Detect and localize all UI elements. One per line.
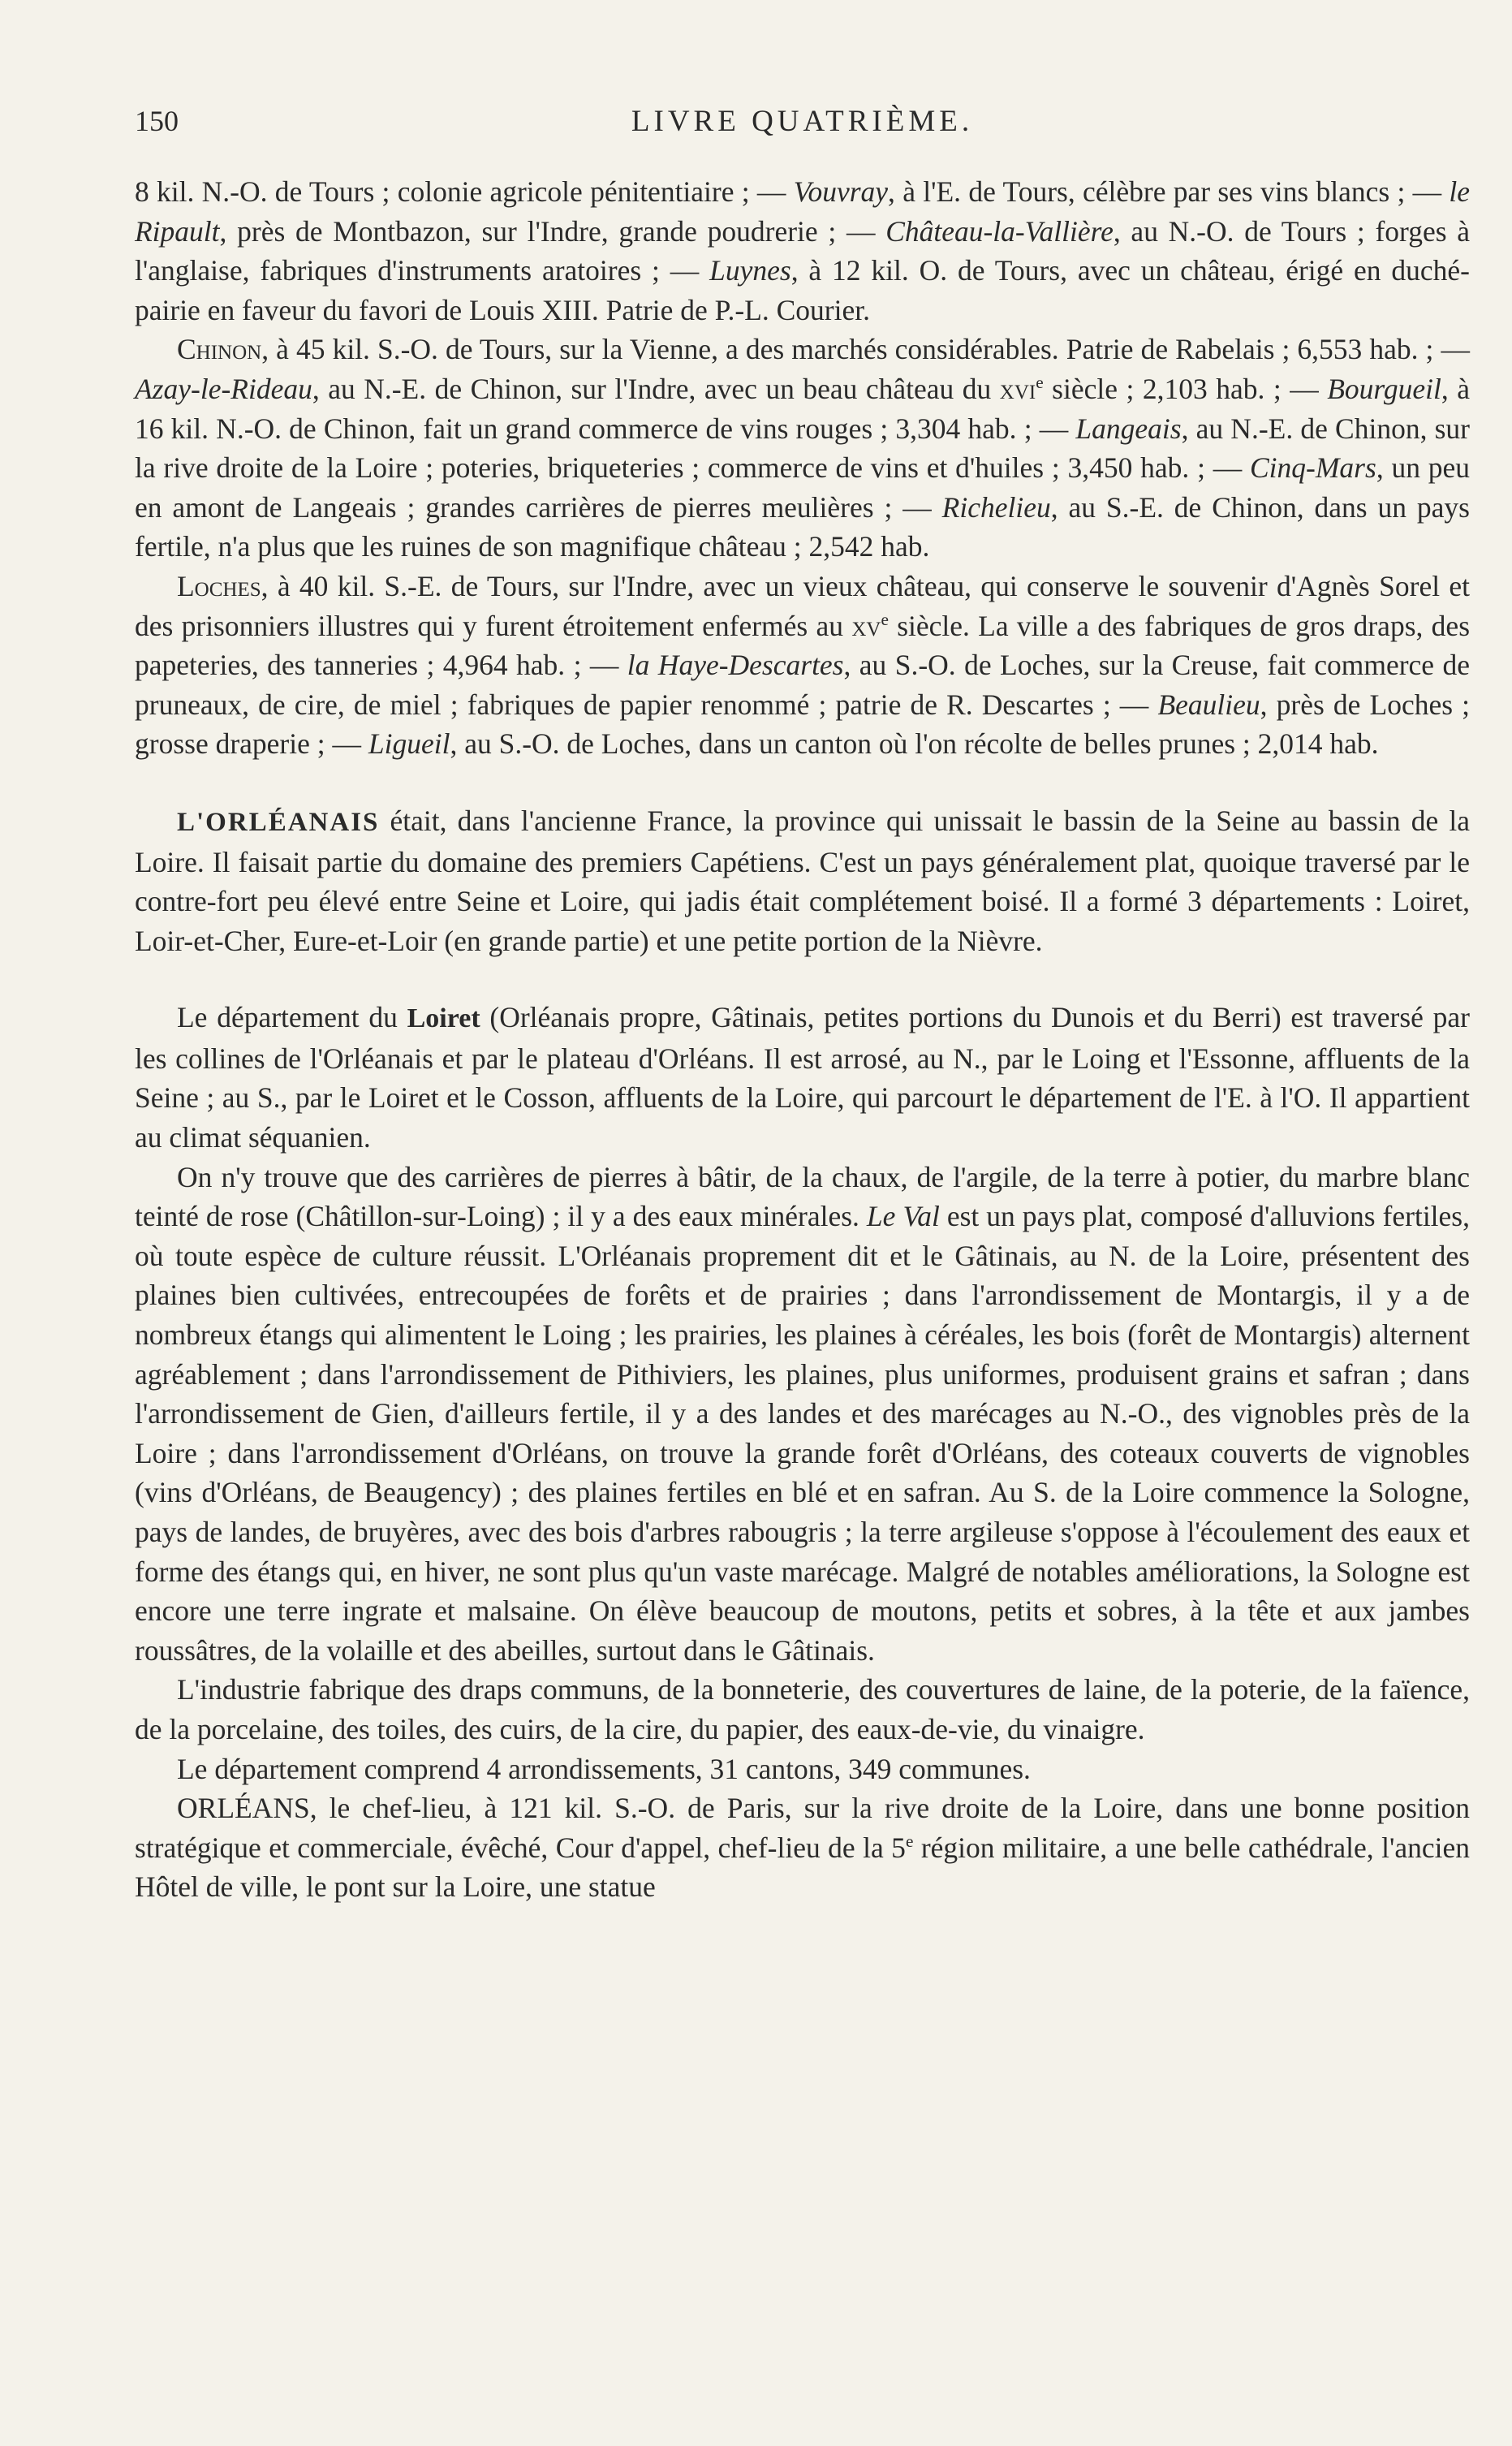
page-body bbox=[135, 172, 1470, 1907]
place-name: Ligueil bbox=[368, 727, 450, 761]
province-heading: L'ORLÉANAIS bbox=[177, 807, 380, 837]
paragraph-loiret-resources: On n'y trouve que des carrières de pierres à bâtir, de la chaux, de l'argile, de la terre à potier, du marbre blanc teinté de rose (Châtillon-sur-Loing) ; il y a des eaux minérales. Le Val est un pays plat, composé d'alluvions fertiles, où toute espèce de culture réussit. L'Orléanais proprement dit et le Gâtinais, au N. de la Loire, présentent des plaines bien cultivées, entrecoupées de forêts et de prairies ; dans l'arrondissement de Montargis, il y a de nombreux étangs qui alimentent le Loing ; les prairies, les plaines à céréales, les bois (forêt de Montargis) alternent agréablement ; dans l'arrondissement de Pithiviers, les plaines, plus uniformes, produisent grains et safran ; dans l'arrondissement de Gien, d'ailleurs fertile, il y a des landes et des marécages au N.-O., des vignobles près de la Loire ; dans l'arrondissement d'Orléans, on trouve la grande forêt d'Orléans, des coteaux couverts de vignobles (vins d'Orléans, de Beaugency) ; des plaines fertiles en blé et en safran. Au S. de la Loire commence la Sologne, pays de landes, de bruyères, avec des bois d'arbres rabougris ; la terre argileuse s'oppose à l'écoulement des eaux et forme des étangs qui, en hiver, ne sont plus qu'un vaste marécage. Malgré de notables améliorations, la Sologne est encore une terre ingrate et malsaine. On élève beaucoup de moutons, petits et sobres, à la tête et aux jambes roussâtres, de la volaille et des abeilles, surtout dans le Gâtinais. bbox=[135, 1160, 1470, 1667]
place-name: Richelieu bbox=[941, 490, 1051, 524]
place-name: Langeais bbox=[1075, 412, 1182, 445]
paragraph-loiret: Le département du Loiret (Orléanais propre, Gâtinais, petites portions du Dunois et du Berri) est traversé par les collines de l'Orléanais et par le plateau d'Orléans. Il est arrosé, au N., par le Loing et l'Essonne, affluents de la Seine ; au S., par le Loiret et le Cosson, affluents de la Loire, qui parcourt le département de l'E. à l'O. Il appartient au climat séquanien. bbox=[135, 1001, 1470, 1154]
place-name: Beaulieu bbox=[1157, 688, 1260, 721]
place-name: Bourgueil bbox=[1327, 372, 1441, 405]
arrondissement-name: Chinon bbox=[177, 333, 262, 366]
place-name: Azay-le-Rideau bbox=[135, 372, 312, 405]
place-name: Château-la-Vallière bbox=[885, 214, 1114, 248]
paragraph-orleans: ORLÉANS, le chef-lieu, à 121 kil. S.-O. de Paris, sur la rive droite de la Loire, dans une bonne position stratégique et commerciale, évêché, Cour d'appel, chef-lieu de la 5e région militaire, a une belle cathédrale, l'ancien Hôtel de ville, le pont sur la Loire, une statue bbox=[135, 1792, 1470, 1904]
place-name: la Haye-Descartes bbox=[627, 649, 844, 682]
page-header bbox=[135, 104, 1470, 153]
paragraph-administration: Le département comprend 4 arrondissements, 31 cantons, 349 communes. bbox=[177, 1752, 1031, 1785]
paragraph-industry: L'industrie fabrique des draps communs, de la bonneterie, des couvertures de laine, de la poterie, de la faïence, de la porcelaine, des toiles, des cuirs, de la cire, du papier, des eaux-de-vie, du vinaigre. bbox=[135, 1673, 1470, 1745]
place-name: Luynes bbox=[709, 254, 791, 287]
place-name: Cinq-Mars bbox=[1249, 451, 1376, 485]
chef-lieu-name: ORLÉANS bbox=[177, 1792, 310, 1825]
paragraph-loches: Loches, à 40 kil. S.-E. de Tours, sur l'Indre, avec un vieux château, qui conserve le souvenir d'Agnès Sorel et des prisonniers illustres qui y furent étroitement enfermés au $xv^e$ siècle. La ville a des fabriques de gros draps, des papeteries, des tanneries ; 4,964 hab. ; — la Haye-Descartes, au S.-O. de Loches, sur la Creuse, fait commerce de pruneaux, de cire, de miel ; fabriques de papier renommé ; patrie de R. Descartes ; — Beaulieu, près de Loches ; grosse draperie ; — Ligueil, au S.-O. de Loches, dans un canton où l'on récolte de belles prunes ; 2,014 hab. bbox=[135, 569, 1471, 761]
paragraph-tours-environs: 8 kil. N.-O. de Tours ; colonie agricole pénitentiaire ; — Vouvray, à l'E. de Tours, célèbre par ses vins blancs ; — le Ripault, près de Montbazon, sur l'Indre, grande poudrerie ; — Château-la-Vallière, au N.-O. de Tours ; forges à l'anglaise, fabriques d'instruments aratoires ; — Luynes, à 12 kil. O. de Tours, avec un château, érigé en duché-pairie en faveur du favori de Louis XIII. Patrie de P.-L. Courier. bbox=[135, 175, 1470, 326]
arrondissement-name: Loches bbox=[177, 569, 261, 602]
place-name: Le Val bbox=[866, 1200, 940, 1233]
department-name: Loiret bbox=[407, 1003, 480, 1034]
paragraph-orleanais: L'ORLÉANAIS était, dans l'ancienne France, la province qui unissait le bassin de la Seine au bassin de la Loire. Il faisait partie du domaine des premiers Capétiens. C'est un pays généralement plat, quoique traversé par le contre-fort peu élevé entre Seine et Loire, qui jadis était complétement boisé. Il a formé 3 départements : Loiret, Loir-et-Cher, Eure-et-Loir (en grande partie) et une petite portion de la Nièvre. bbox=[135, 804, 1470, 957]
page-number: 150 bbox=[135, 105, 179, 137]
place-name: le Ripault bbox=[135, 175, 1470, 248]
place-name: Vouvray bbox=[793, 175, 889, 208]
running-title: LIVRE QUATRIÈME. bbox=[631, 105, 974, 138]
paragraph-chinon: Chinon, à 45 kil. S.-O. de Tours, sur la Vienne, a des marchés considérables. Patrie de Rabelais ; 6,553 hab. ; — Azay-le-Rideau, au N.-E. de Chinon, sur l'Indre, avec un beau château du xvi$^e$ siècle ; 2,103 hab. ; — Bourgueil, à 16 kil. N.-O. de Chinon, fait un grand commerce de vins rouges ; 3,304 hab. ; — Langeais, au N.-E. de Chinon, sur la rive droite de la Loire ; poteries, briqueteries ; commerce de vins et d'huiles ; 3,450 hab. ; — Cinq-Mars, un peu en amont de Langeais ; grandes carrières de pierres meulières ; — Richelieu, au S.-E. de Chinon, dans un pays fertile, n'a plus que les ruines de son magnifique château ; 2,542 hab. bbox=[135, 333, 1471, 563]
